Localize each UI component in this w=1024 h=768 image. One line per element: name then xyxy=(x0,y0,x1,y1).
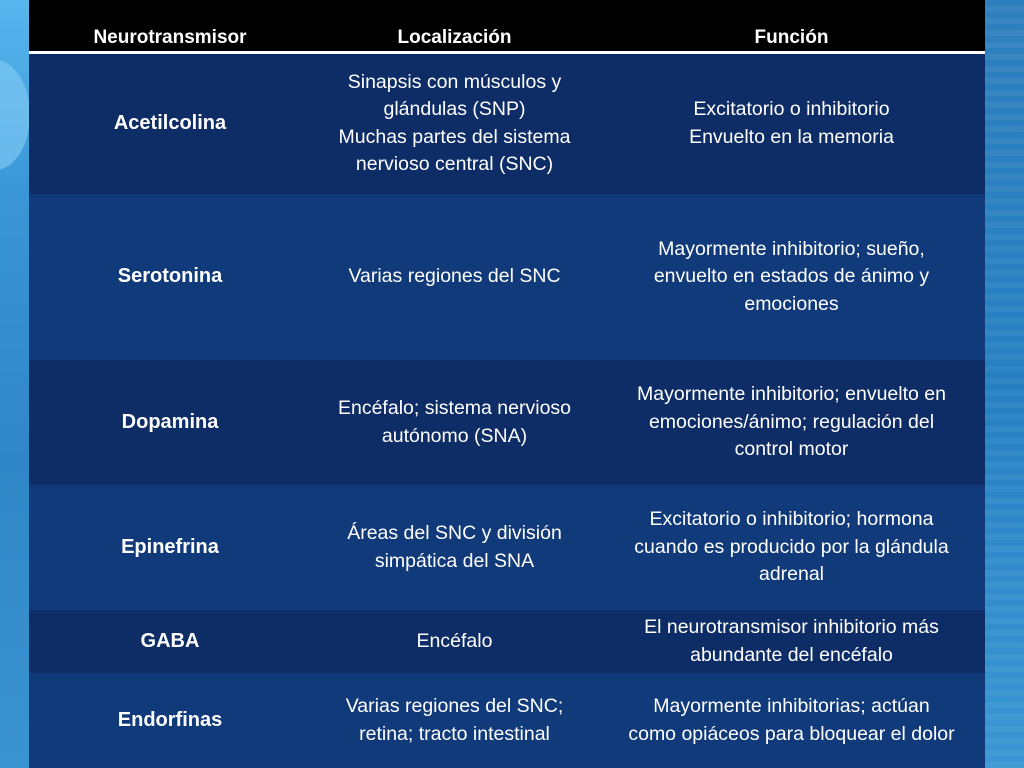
function-cell xyxy=(598,610,985,673)
function-line: emociones xyxy=(744,292,839,315)
function-cell xyxy=(598,673,985,768)
right-edge-decoration xyxy=(984,0,1024,768)
neurotransmitter-table xyxy=(29,0,985,768)
location-cell xyxy=(311,610,598,673)
function-line: cuando es producido por la glándula xyxy=(634,535,949,558)
location-line: retina; tracto intestinal xyxy=(359,722,550,745)
function-line: Envuelto en la memoria xyxy=(689,125,894,148)
location-cell xyxy=(311,360,598,485)
table-row xyxy=(29,194,985,360)
header-location: Localización xyxy=(311,0,598,52)
location-line: nervioso central (SNC) xyxy=(355,153,554,176)
location-line: Áreas del SNC y división xyxy=(347,522,562,544)
neurotransmitter-name: Acetilcolina xyxy=(29,52,311,194)
location-line: Encéfalo xyxy=(416,629,493,652)
location-cell xyxy=(311,673,598,768)
table-row xyxy=(29,360,985,485)
function-cell xyxy=(598,485,985,610)
table-row xyxy=(29,610,985,673)
function-line: Mayormente inhibitorio; envuelto en xyxy=(637,383,946,406)
function-line: como opiáceos para bloquear el dolor xyxy=(628,722,955,745)
function-line: Mayormente inhibitorias; actúan xyxy=(653,695,930,717)
header-neurotransmitter: Neurotransmisor xyxy=(29,0,311,52)
function-line: abundante del encéfalo xyxy=(690,643,893,666)
function-cell xyxy=(598,52,985,194)
neurotransmitter-name: Epinefrina xyxy=(29,485,311,610)
location-line: Varias regiones del SNC xyxy=(348,265,561,288)
header-function: Función xyxy=(598,0,985,52)
location-cell xyxy=(311,194,598,360)
location-cell xyxy=(311,485,598,610)
neurotransmitter-name: Serotonina xyxy=(29,194,311,360)
function-line: envuelto en estados de ánimo y xyxy=(653,265,930,288)
function-line: Mayormente inhibitorio; sueño, xyxy=(658,237,925,260)
location-line: glándulas (SNP) xyxy=(383,98,526,121)
function-cell xyxy=(598,360,985,485)
table-row xyxy=(29,673,985,768)
function-line: El neurotransmisor inhibitorio más xyxy=(644,616,939,638)
neurotransmitter-name: Dopamina xyxy=(29,360,311,485)
table-header-row xyxy=(29,0,985,52)
function-cell xyxy=(598,194,985,360)
function-line: adrenal xyxy=(758,563,825,586)
location-line: Muchas partes del sistema xyxy=(338,125,571,148)
location-line: Varias regiones del SNC; xyxy=(345,695,564,717)
location-cell xyxy=(311,52,598,194)
function-line: emociones/ánimo; regulación del xyxy=(648,410,935,433)
location-line: Encéfalo; sistema nervioso xyxy=(337,397,572,419)
location-line: autónomo (SNA) xyxy=(381,424,528,447)
left-edge-decoration xyxy=(0,0,30,768)
neurotransmitter-name: Endorfinas xyxy=(29,673,311,768)
function-line: Excitatorio o inhibitorio xyxy=(693,98,890,121)
location-line: simpática del SNA xyxy=(374,549,535,572)
table-row xyxy=(29,52,985,194)
function-line: control motor xyxy=(734,438,849,461)
table-row xyxy=(29,485,985,610)
location-line: Sinapsis con músculos y xyxy=(347,70,562,93)
function-line: Excitatorio o inhibitorio; hormona xyxy=(649,508,934,531)
neurotransmitter-name: GABA xyxy=(29,610,311,673)
